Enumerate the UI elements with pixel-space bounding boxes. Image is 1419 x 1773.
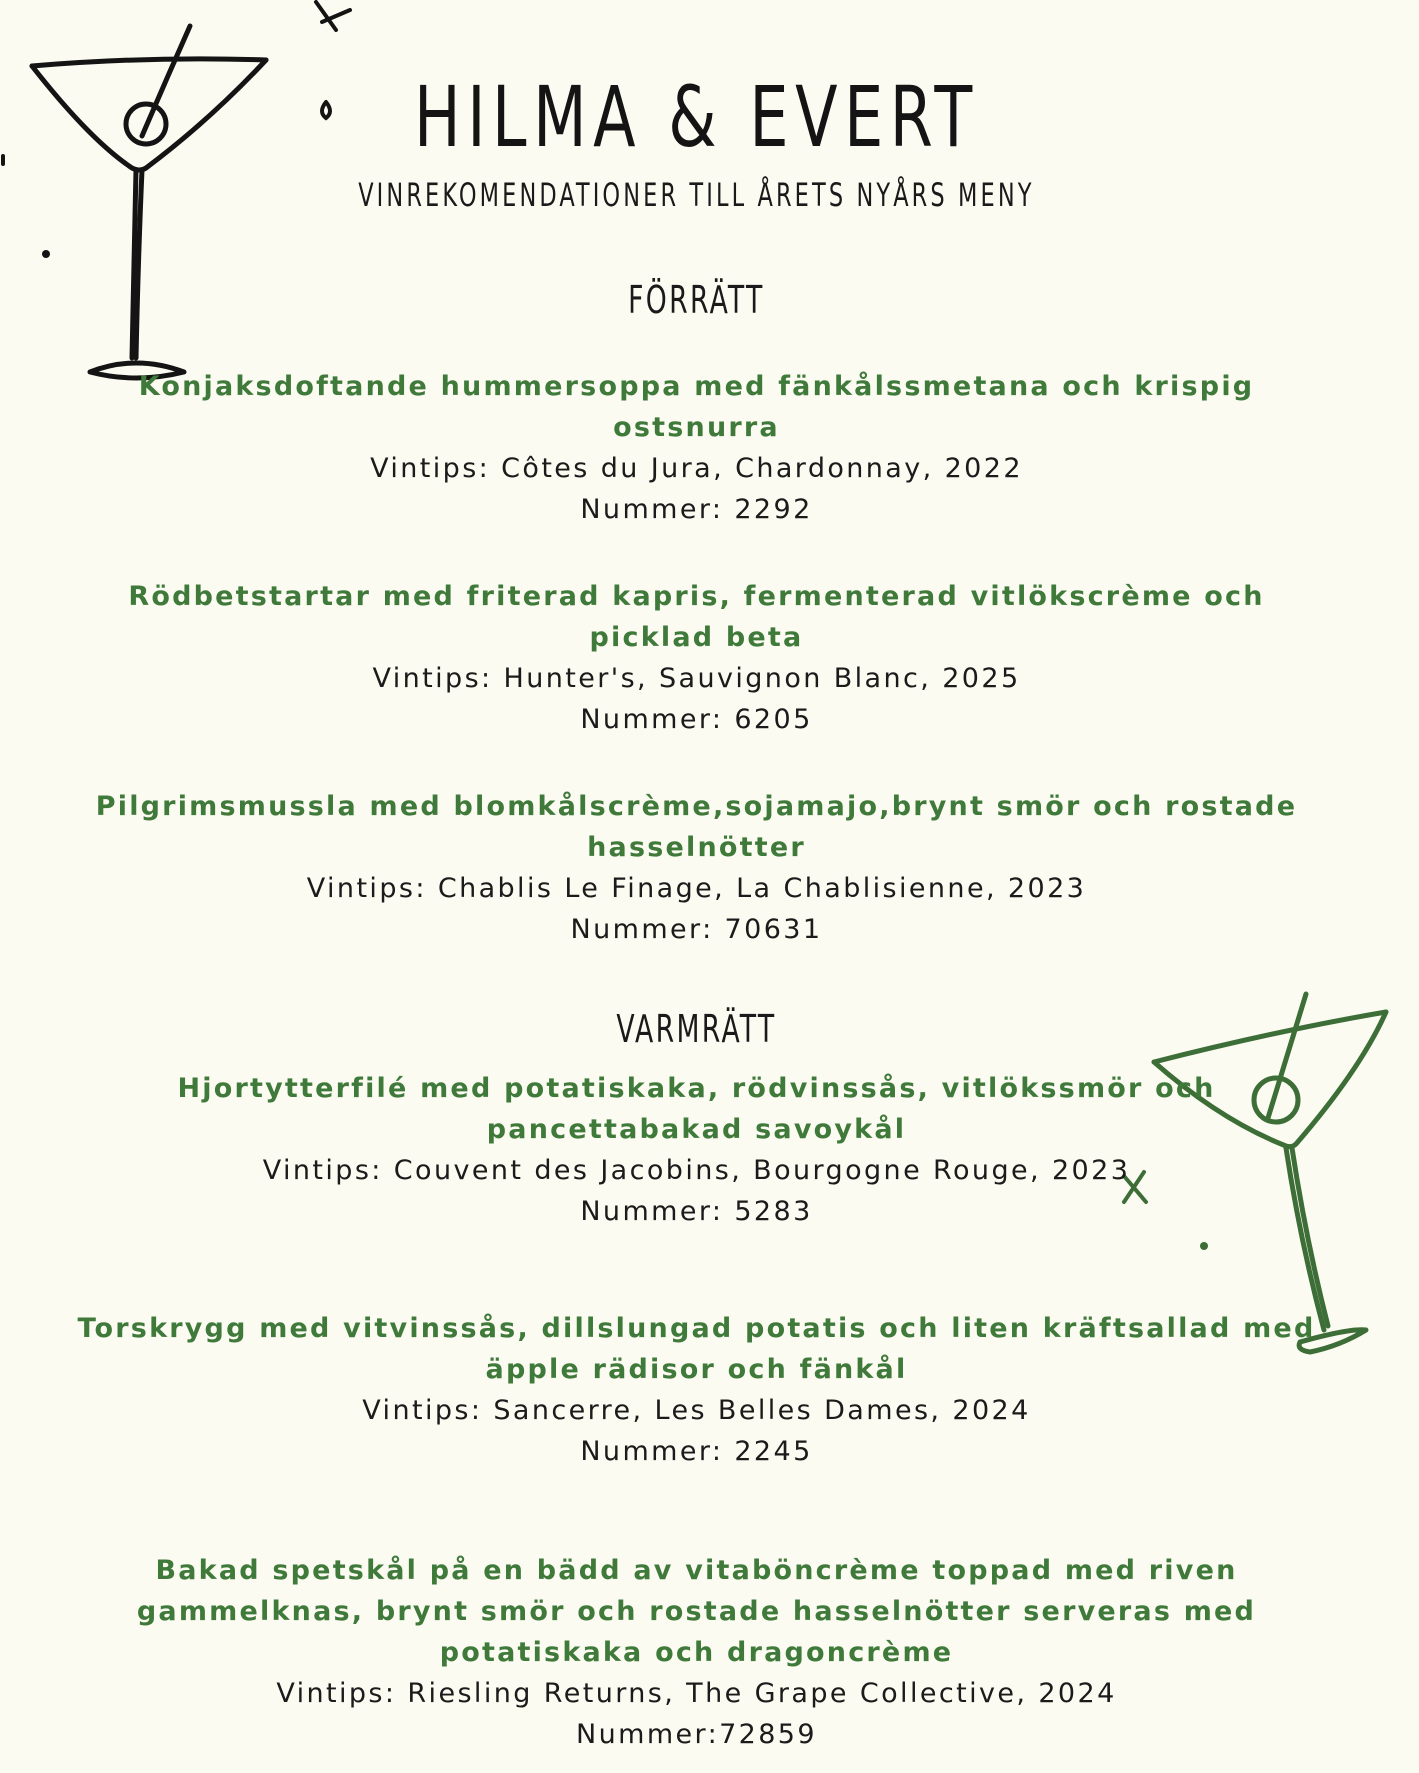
wine-number: Nummer: 6205 <box>580 704 813 735</box>
wine-tip: Vintips: Chablis Le Finage, La Chablisienne, 2023 <box>306 873 1087 904</box>
wine-tip: Vintips: Côtes du Jura, Chardonnay, 2022 <box>370 453 1023 484</box>
wine-tip: Vintips: Hunter's, Sauvignon Blanc, 2025 <box>372 663 1021 694</box>
dish-name: Rödbetstartar med friterad kapris, fermenterad vitlökscrème och picklad beta <box>128 581 1265 653</box>
wine-number: Nummer: 2245 <box>580 1436 813 1467</box>
section-heading-forratt: FÖRRÄTT <box>628 278 765 322</box>
dish-item <box>70 1068 1323 1232</box>
dish-name: Hjortytterfilé med potatiskaka, rödvinssås, vitlökssmör och pancettabakad savoykål <box>177 1073 1216 1145</box>
dish-item <box>70 576 1323 740</box>
dish-item <box>70 1308 1323 1472</box>
dish-name: Pilgrimsmussla med blomkålscrème,sojamajo,brynt smör och rostade hasselnötter <box>95 791 1298 863</box>
dish-item <box>70 786 1323 950</box>
wine-number: Nummer:72859 <box>576 1719 817 1750</box>
wine-tip: Vintips: Couvent des Jacobins, Bourgogne Rouge, 2023 <box>262 1155 1131 1186</box>
dish-name: Bakad spetskål på en bädd av vitaböncrème toppad med riven gammelknas, brynt smör och rostade hasselnötter serveras med potatiskaka och dragoncrème <box>136 1555 1257 1668</box>
wine-number: Nummer: 5283 <box>580 1196 813 1227</box>
wine-tip: Vintips: Sancerre, Les Belles Dames, 2024 <box>362 1395 1031 1426</box>
dish-name: Torskrygg med vitvinssås, dillslungad potatis och liten kräftsallad med äpple rädisor och fänkål <box>77 1313 1316 1385</box>
dish-item <box>70 366 1323 530</box>
wine-number: Nummer: 70631 <box>570 914 823 945</box>
dish-item <box>70 1550 1323 1755</box>
section-heading-varmratt: VARMRÄTT <box>616 1007 777 1051</box>
wine-tip: Vintips: Riesling Returns, The Grape Collective, 2024 <box>276 1678 1117 1709</box>
dish-name: Konjaksdoftande hummersoppa med fänkålssmetana och krispig ostsnurra <box>138 371 1255 443</box>
restaurant-name: HILMA & EVERT <box>414 68 979 166</box>
page-subtitle: VINREKOMENDATIONER TILL ÅRETS NYÅRS MENY <box>358 176 1035 214</box>
wine-number: Nummer: 2292 <box>580 494 813 525</box>
